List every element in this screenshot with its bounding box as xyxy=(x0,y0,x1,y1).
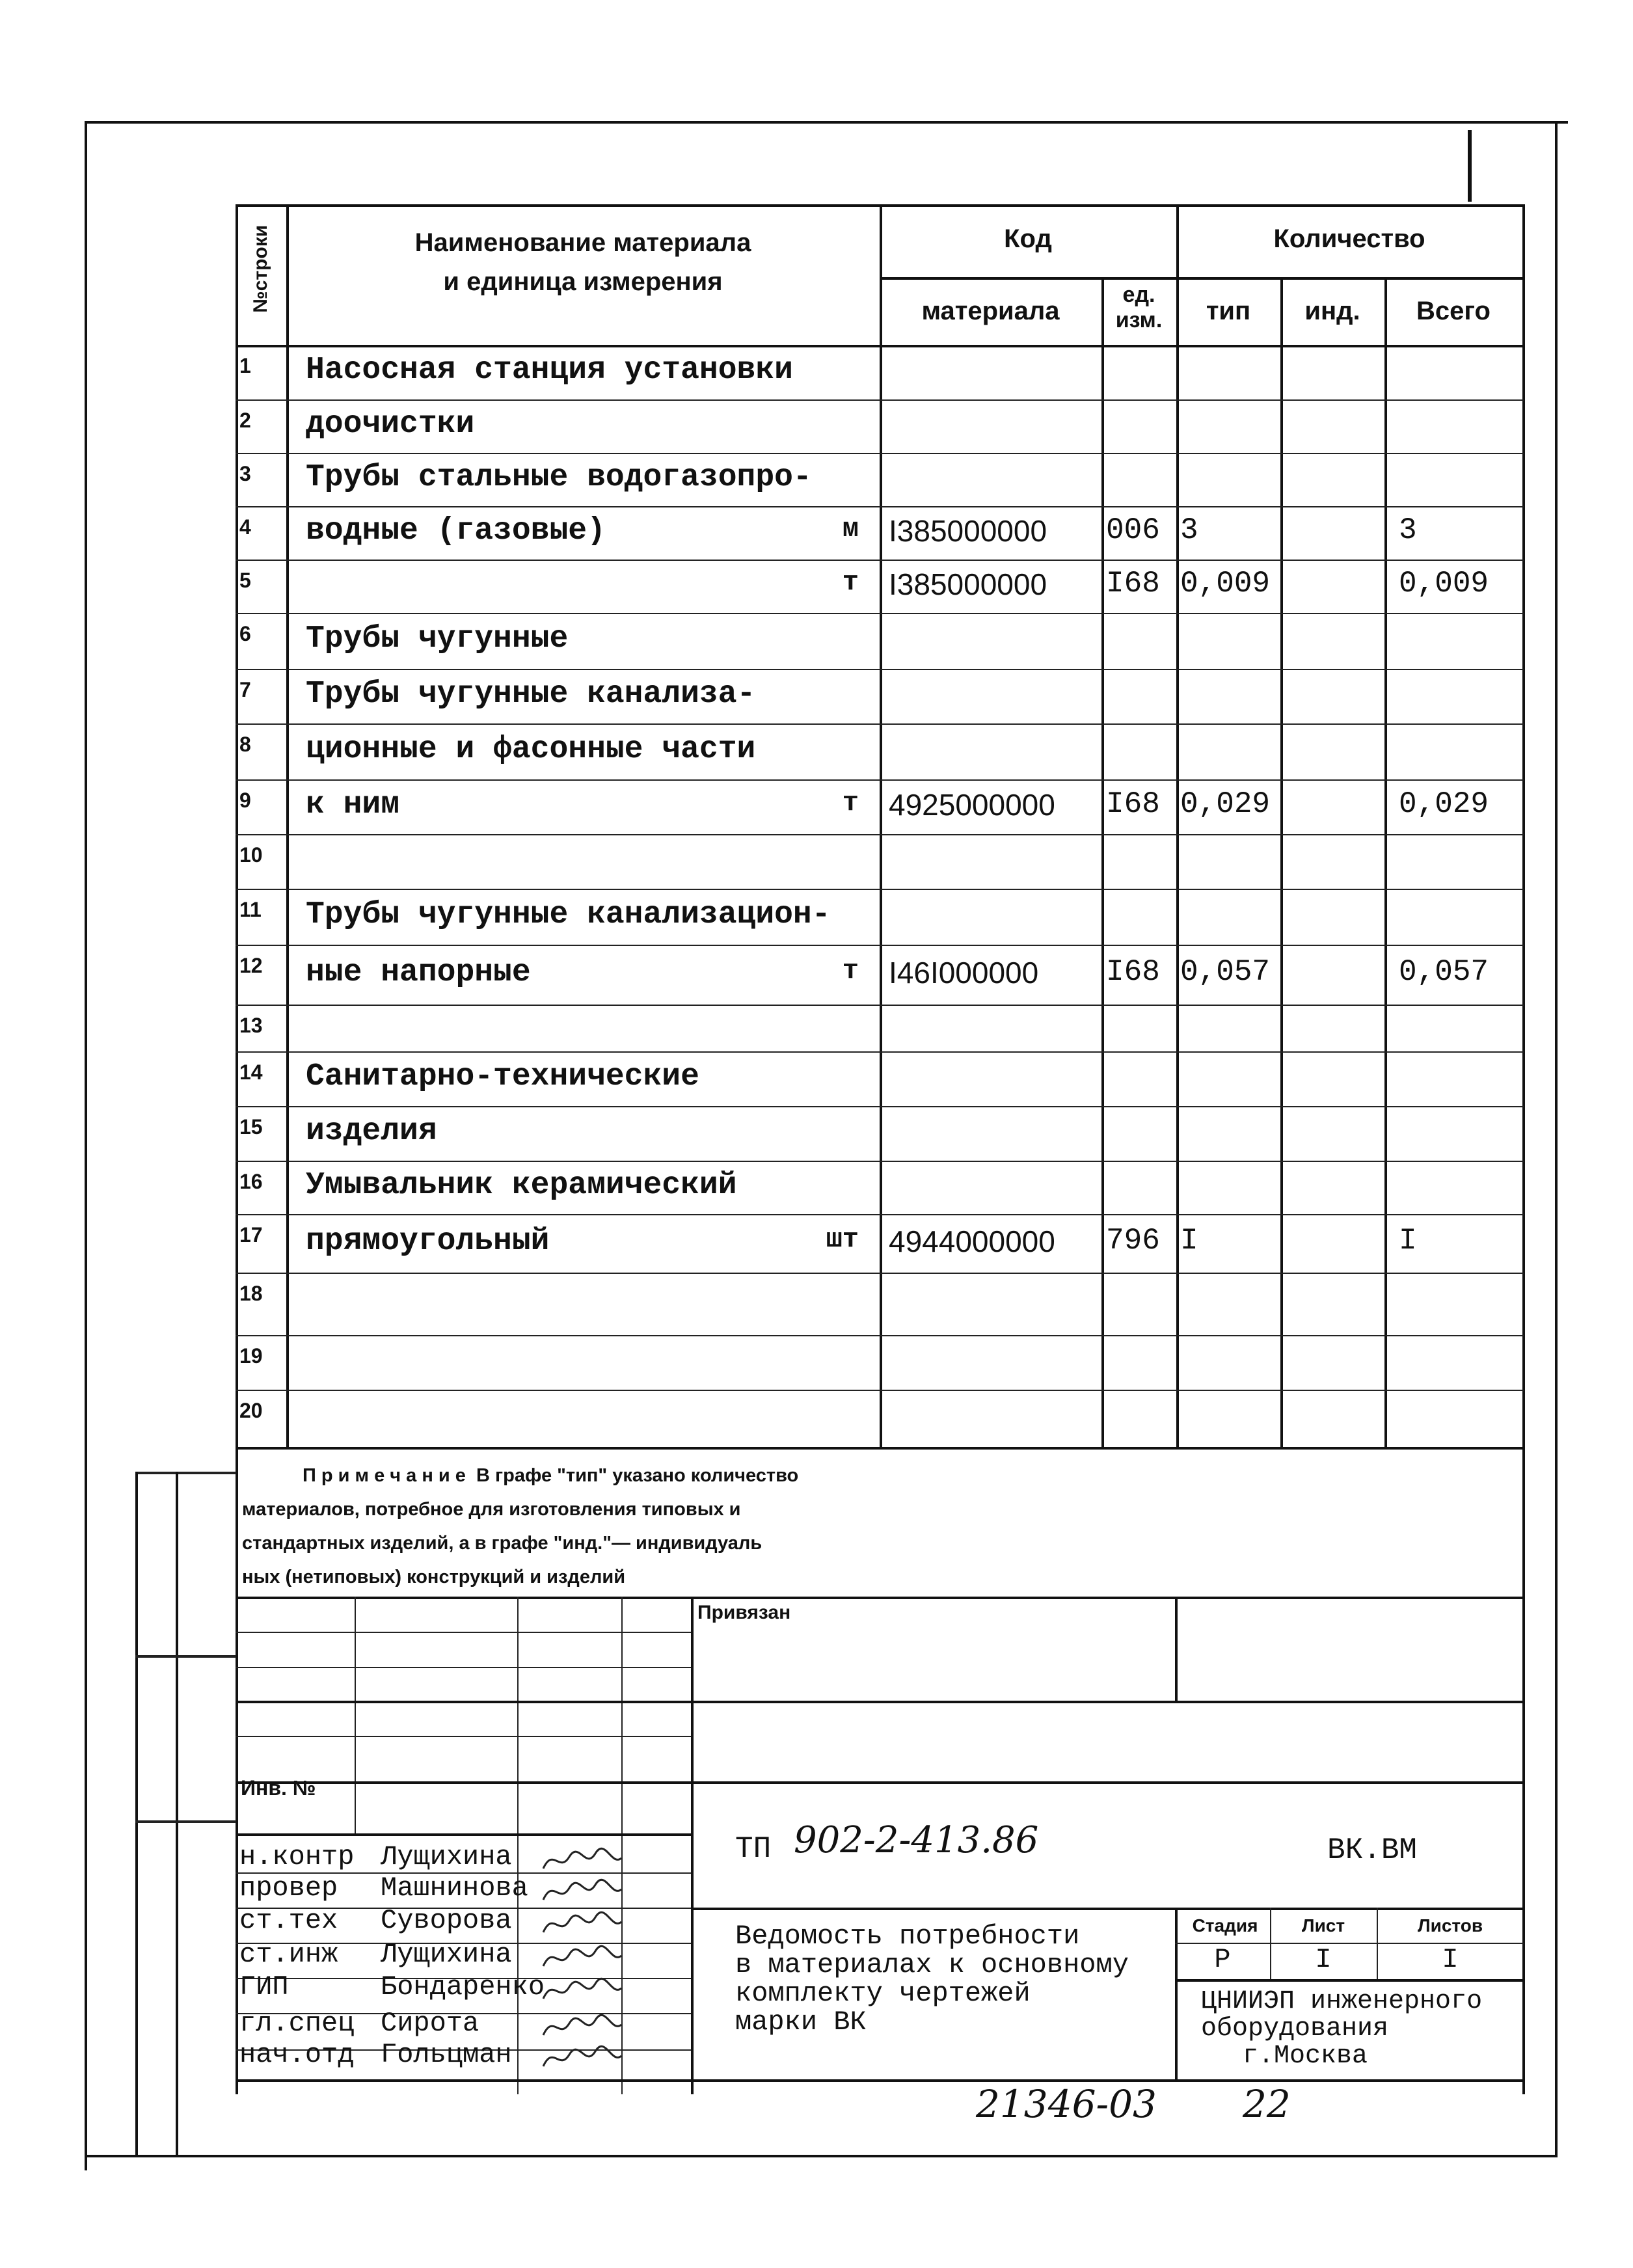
title-line1: Ведомость потребности xyxy=(735,1921,1080,1952)
row-name: ционные и фасонные части xyxy=(306,732,756,767)
row-number: 14 xyxy=(239,1060,263,1084)
row-qty-type: 0,057 xyxy=(1180,955,1271,989)
archive-number: 21346-03 xyxy=(976,2082,1157,2126)
signature-role: провер xyxy=(239,1872,338,1904)
name-header-line2: и единица измерения xyxy=(443,267,723,296)
sheet-label: Лист xyxy=(1301,1915,1345,1936)
signature-role: ГИП xyxy=(239,1971,289,2003)
row-qty-total: 0,029 xyxy=(1399,787,1489,821)
signature-name: Гольцман xyxy=(381,2039,512,2070)
title-line3: комплекту чертежей xyxy=(735,1978,1031,2009)
doc-mark: ВК.ВМ xyxy=(1327,1833,1418,1867)
margin-strip-mid xyxy=(176,1472,178,2155)
handwritten-signature xyxy=(540,1875,625,1908)
row-unit: т xyxy=(842,787,859,818)
stage-bottom xyxy=(1175,1979,1524,1982)
signature-name: Лущихина xyxy=(381,1939,512,1970)
row-qty-total: 3 xyxy=(1399,513,1417,547)
row-number: 3 xyxy=(239,462,251,485)
org-line3: г.Москва xyxy=(1243,2042,1368,2071)
name-header xyxy=(286,228,880,297)
row-qty-type: I xyxy=(1180,1224,1198,1258)
row-unit: т xyxy=(842,955,859,986)
signature-role: ст.инж xyxy=(239,1939,338,1970)
row-qty-total: 0,057 xyxy=(1399,955,1489,989)
row-number: 15 xyxy=(239,1115,263,1139)
stamp-row1 xyxy=(236,1632,691,1633)
note-line2: материалов, потребное для изготовления типовых и xyxy=(242,1499,741,1520)
row-number: 4 xyxy=(239,515,251,539)
table-row xyxy=(236,560,1524,613)
table-row xyxy=(236,1273,1524,1335)
row-number: 1 xyxy=(239,354,251,377)
qty-type-header: тип xyxy=(1206,297,1251,325)
row-code: 4944000000 xyxy=(889,1224,1055,1258)
margin-strip-left xyxy=(135,1472,138,2155)
stage-block-left xyxy=(1175,1908,1178,2079)
row-code: I385000000 xyxy=(889,514,1047,548)
stamp-bottom xyxy=(236,2079,1524,2082)
code-group-header: Код xyxy=(1004,224,1052,253)
signature-role: нач.отд xyxy=(239,2039,355,2070)
row-number: 17 xyxy=(239,1223,263,1247)
table-row xyxy=(236,1005,1524,1051)
stamp-mid-line xyxy=(691,1908,1524,1910)
table-row xyxy=(236,1390,1524,1447)
row-number: 12 xyxy=(239,954,263,977)
row-name: к ним xyxy=(306,787,400,822)
qty-ind-header: инд. xyxy=(1304,297,1360,325)
note-line3: стандартных изделий, а в графе "инд."— индивидуаль xyxy=(242,1533,763,1554)
row-code: I46I000000 xyxy=(889,956,1039,990)
org-line1: ЦНИИЭП инженерного xyxy=(1201,1987,1483,2016)
row-qty-total: 0,009 xyxy=(1399,567,1489,601)
signature-name: Лущихина xyxy=(381,1841,512,1872)
row-name: Трубы чугунные канализа- xyxy=(306,677,756,712)
row-qty-total: I xyxy=(1399,1224,1417,1258)
handwritten-signature xyxy=(540,1974,625,2006)
row-number: 7 xyxy=(239,678,251,701)
stamp-top xyxy=(236,1597,1524,1599)
margin-strip-div2 xyxy=(135,1820,236,1823)
sheet-value: I xyxy=(1315,1944,1332,1975)
row-number: 13 xyxy=(239,1014,263,1037)
signature-name: Сирота xyxy=(381,2008,479,2039)
outer-frame-left xyxy=(85,121,87,2170)
handwritten-signature xyxy=(540,1844,625,1876)
stamp-row5 xyxy=(236,1781,1524,1784)
handwritten-signature xyxy=(540,2042,625,2074)
stamp-row6 xyxy=(236,1833,691,1836)
signature-role: ст.тех xyxy=(239,1905,338,1936)
sheets-label: Листов xyxy=(1417,1915,1483,1936)
stamp-row4 xyxy=(236,1736,691,1737)
row-number: 20 xyxy=(239,1399,263,1422)
code-unit-header-1: ед. xyxy=(1122,282,1155,307)
note-line4: ных (нетиповых) конструкций и изделий xyxy=(242,1567,626,1587)
signature-name: Бондаренко xyxy=(381,1971,545,2003)
row-number: 5 xyxy=(239,569,251,592)
row-name: Трубы чугунные xyxy=(306,621,569,656)
title-line4: марки ВК xyxy=(735,2006,867,2038)
signature-role: н.контр xyxy=(239,1841,355,1872)
outer-frame-right xyxy=(1555,121,1558,2157)
row-qty-type: 0,009 xyxy=(1180,567,1271,601)
corner-mark xyxy=(1468,130,1472,202)
row-number: 16 xyxy=(239,1170,263,1193)
name-header-line1: Наименование материала xyxy=(414,228,751,257)
code-material-header: материала xyxy=(921,297,1060,325)
row-number: 10 xyxy=(239,843,263,867)
code-unit-header-2: изм. xyxy=(1115,308,1163,333)
row-name: Умывальник керамический xyxy=(306,1168,737,1203)
stamp-row3 xyxy=(236,1701,1524,1703)
row-number: 19 xyxy=(239,1344,263,1368)
row-number: 8 xyxy=(239,733,251,756)
table-row xyxy=(236,834,1524,889)
sheets-value: I xyxy=(1442,1944,1459,1975)
handwritten-signature xyxy=(540,1941,625,1974)
row-number: 18 xyxy=(239,1282,263,1305)
row-name: изделия xyxy=(306,1114,437,1149)
row-unit-code: 796 xyxy=(1106,1224,1160,1258)
row-number: 6 xyxy=(239,622,251,645)
doc-code: ТП xyxy=(735,1832,772,1866)
signature-name: Машнинова xyxy=(381,1872,528,1904)
margin-strip-div1 xyxy=(135,1655,236,1658)
stamp-priv-div xyxy=(1175,1597,1178,1701)
privyazan-label: Привязан xyxy=(697,1602,791,1623)
handwritten-signature xyxy=(540,2010,625,2043)
row-number: 9 xyxy=(239,789,251,812)
row-name: Трубы стальные водогазопро- xyxy=(306,460,812,495)
row-unit-code: I68 xyxy=(1106,787,1160,821)
note-line1: П р и м е ч а н и е В графе "тип" указано количество xyxy=(303,1465,799,1486)
stamp-row2 xyxy=(236,1667,691,1668)
handwritten-signature xyxy=(540,1908,625,1940)
col-num-header: №строки xyxy=(249,224,271,313)
row-number: 2 xyxy=(239,409,251,432)
row-unit-code: I68 xyxy=(1106,955,1160,989)
row-name: доочистки xyxy=(306,407,475,442)
outer-frame-bottom xyxy=(85,2155,1556,2157)
qty-total-header: Всего xyxy=(1416,297,1491,325)
row-name: водные (газовые) xyxy=(306,513,606,548)
row-unit: м xyxy=(842,513,859,545)
row-name: Насосная станция установки xyxy=(306,353,793,388)
row-name: Санитарно-технические xyxy=(306,1059,699,1094)
qty-group-header: Количество xyxy=(1273,224,1425,253)
row-code: I385000000 xyxy=(889,567,1047,601)
stage-label: Стадия xyxy=(1192,1915,1258,1936)
row-name: ные напорные xyxy=(306,955,531,990)
row-unit: шт xyxy=(826,1224,859,1255)
stamp-col4 xyxy=(691,1597,694,2094)
row-unit-code: I68 xyxy=(1106,567,1160,601)
org-line2: оборудования xyxy=(1201,2014,1389,2044)
outer-frame-top xyxy=(85,121,1568,124)
signature-role: гл.спец xyxy=(239,2008,355,2039)
stamp-col2 xyxy=(517,1597,519,2094)
doc-number: 902-2-413.86 xyxy=(794,1819,1039,1861)
page-number: 22 xyxy=(1243,2082,1291,2126)
margin-strip-top xyxy=(135,1472,236,1474)
header-subdivider xyxy=(880,277,1524,280)
signature-name: Суворова xyxy=(381,1905,512,1936)
code-unit-header xyxy=(1101,282,1176,333)
row-qty-type: 3 xyxy=(1180,513,1198,547)
row-name: Трубы чугунные канализацион- xyxy=(306,897,831,932)
title-line2: в материалах к основному xyxy=(735,1949,1129,1980)
row-name: прямоугольный xyxy=(306,1224,550,1259)
row-number: 11 xyxy=(239,898,262,921)
row-code: 4925000000 xyxy=(889,788,1055,822)
row-unit: т xyxy=(842,567,859,598)
stage-value: Р xyxy=(1214,1944,1231,1975)
table-bottom xyxy=(236,1447,1524,1450)
row-qty-type: 0,029 xyxy=(1180,787,1271,821)
table-row xyxy=(236,779,1524,834)
table-row xyxy=(236,1335,1524,1390)
row-unit-code: 006 xyxy=(1106,513,1160,547)
inv-label: Инв. № xyxy=(241,1776,316,1800)
